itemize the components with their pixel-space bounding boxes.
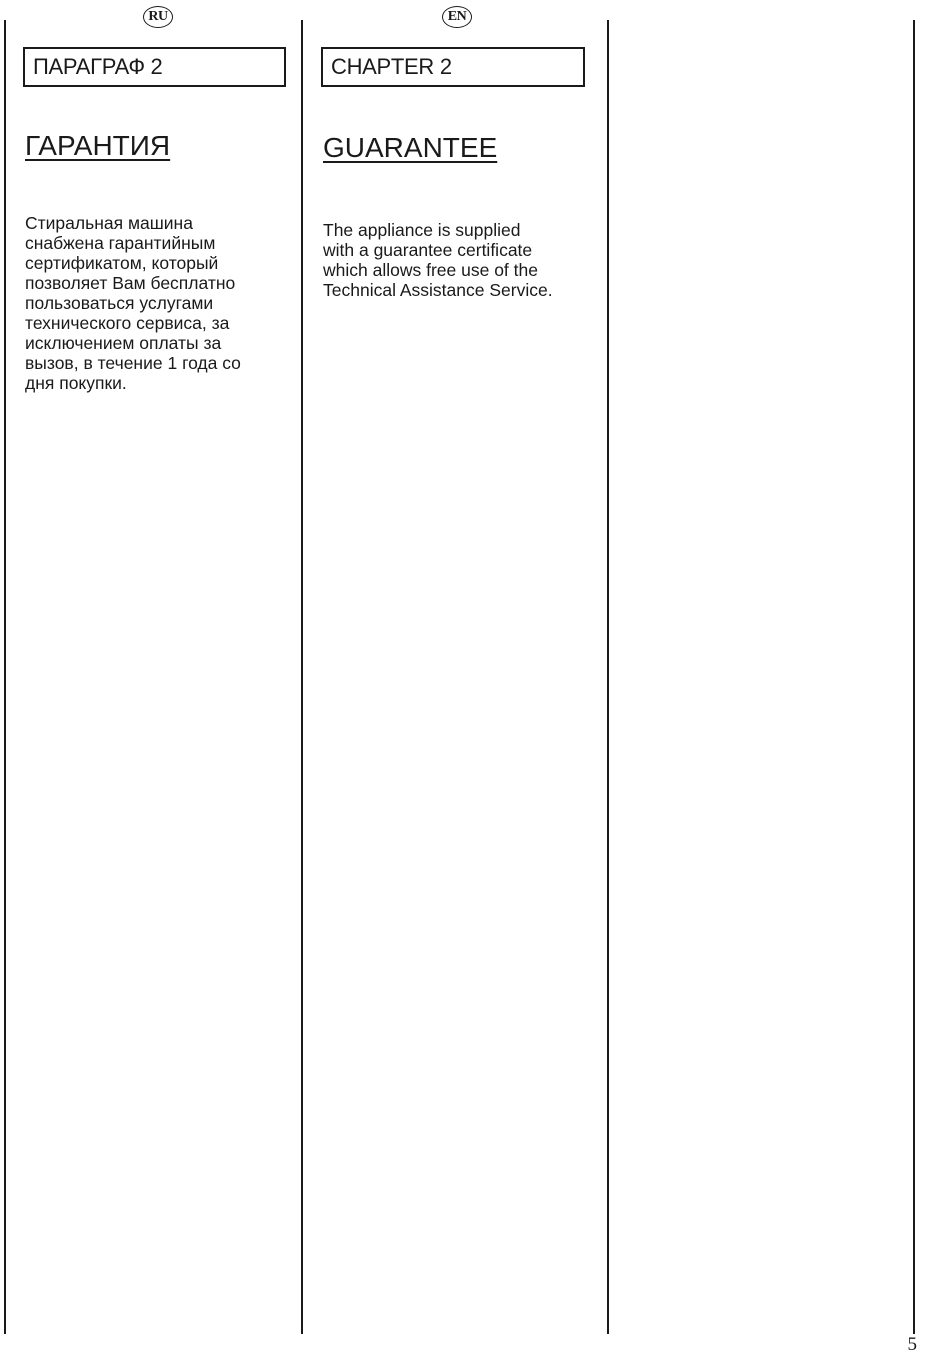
ru-section-title: ГАРАНТИЯ: [25, 130, 171, 161]
en-body-line: with a guarantee certificate: [323, 240, 533, 260]
ru-body-line: технического сервиса, за: [25, 313, 230, 333]
ru-body-line: позволяет Вам бесплатно: [25, 273, 236, 293]
en-body-line: which allows free use of the: [323, 260, 538, 280]
column-divider-left: [4, 20, 6, 1334]
en-body-text: [323, 220, 603, 300]
ru-body-line: дня покупки.: [25, 373, 127, 393]
ru-body-line: пользоваться услугами: [25, 293, 214, 313]
en-chapter-heading: [321, 47, 585, 87]
en-body-line: The appliance is supplied: [323, 220, 521, 240]
en-language-badge: EN: [442, 6, 472, 28]
ru-body-line: вызов, в течение 1 года со: [25, 353, 241, 373]
column-divider-middle: [301, 20, 303, 1334]
ru-body-line: исключением оплаты за: [25, 333, 222, 353]
en-body-line: Technical Assistance Service.: [323, 280, 553, 300]
ru-chapter-heading: [23, 47, 286, 87]
ru-body-line: Стиральная машина: [25, 213, 193, 233]
ru-body-text: [25, 213, 295, 393]
column-divider-edge: [913, 20, 915, 1334]
ru-body-line: снабжена гарантийным: [25, 233, 216, 253]
column-divider-right: [607, 20, 609, 1334]
page-number: 5: [907, 1334, 917, 1355]
ru-body-line: сертификатом, который: [25, 253, 219, 273]
en-chapter-label: CHAPTER 2: [331, 54, 452, 79]
ru-language-badge: RU: [143, 6, 173, 28]
ru-chapter-label: ПАРАГРАФ 2: [33, 54, 163, 79]
en-section-title: GUARANTEE: [323, 132, 498, 163]
